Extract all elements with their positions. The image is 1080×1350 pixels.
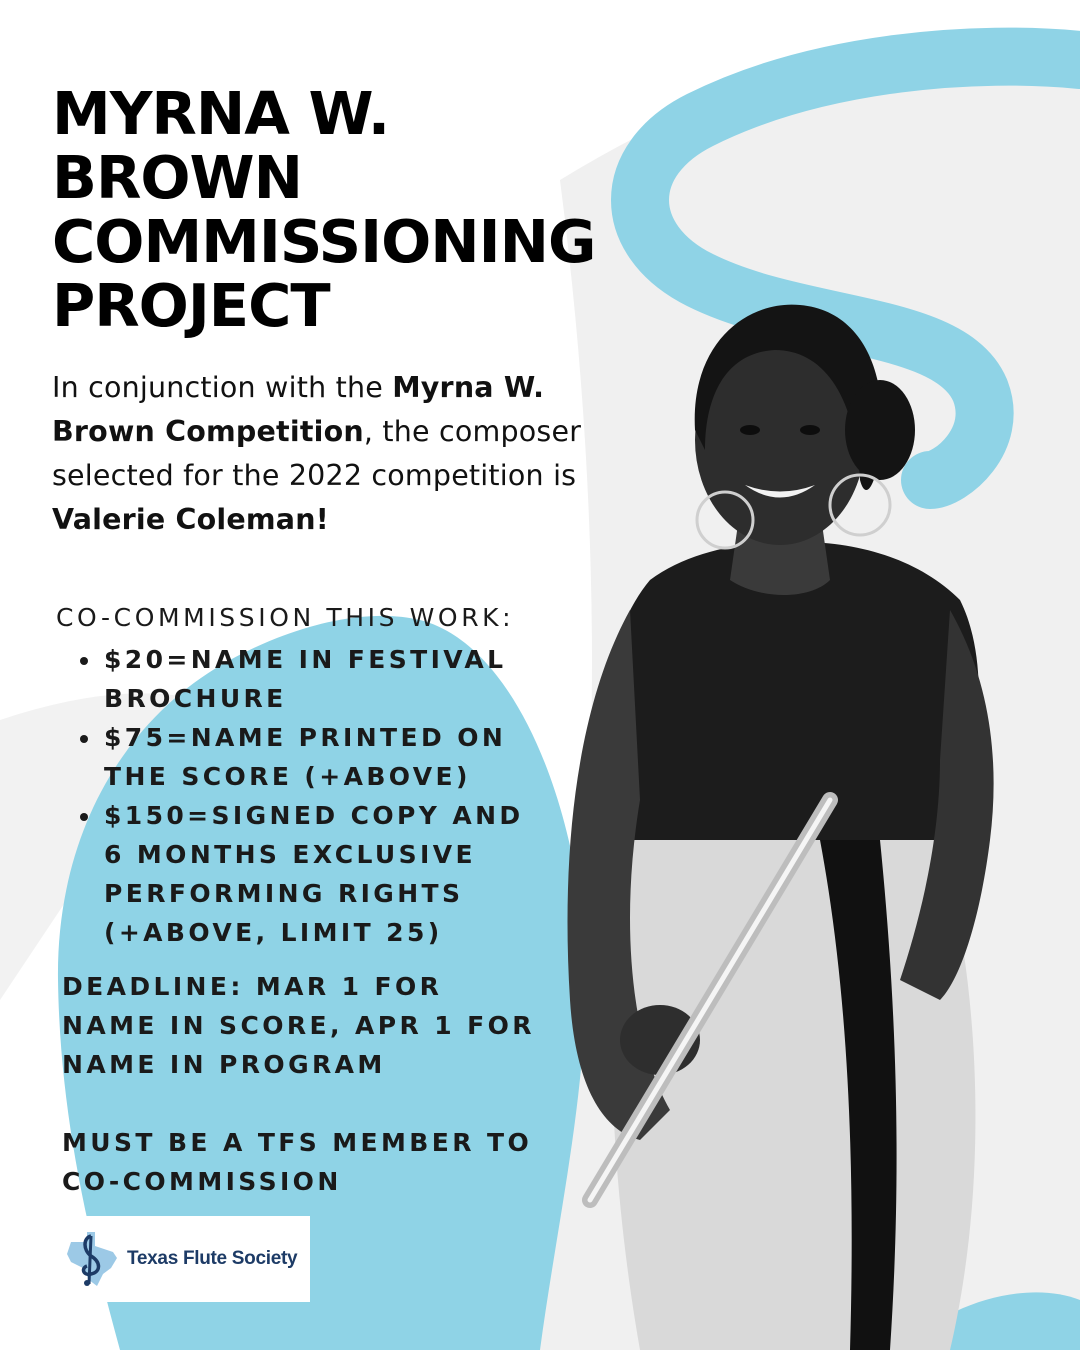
title-line: BROWN xyxy=(52,143,303,212)
title-line: PROJECT xyxy=(52,271,330,340)
logo-wordmark: Texas Flute Society xyxy=(127,1248,298,1269)
commission-tier: $20=NAME IN FESTIVAL BROCHURE xyxy=(78,640,548,718)
cocommission-heading: CO-COMMISSION THIS WORK: xyxy=(56,603,515,632)
commission-tier-list xyxy=(78,640,548,952)
composer-name: Valerie Coleman! xyxy=(52,503,329,536)
page-title xyxy=(52,79,672,340)
membership-requirement: MUST BE A TFS MEMBER TO CO-COMMISSION xyxy=(62,1128,533,1196)
commission-tier: $150=SIGNED COPY AND 6 MONTHS EXCLUSIVE PERFORMING RIGHTS (+ABOVE, LIMIT 25) xyxy=(78,796,548,952)
title-line: MYRNA W. xyxy=(52,79,390,148)
intro-text: , the composer selected for the 2022 competition is xyxy=(52,415,582,492)
intro-paragraph xyxy=(52,366,652,542)
hair-bun xyxy=(845,380,915,480)
competition-name: Myrna W. Brown Competition xyxy=(52,371,545,448)
texas-flute-society-logo xyxy=(57,1216,310,1302)
title-line: COMMISSIONING xyxy=(52,207,596,276)
commission-tier: $75=NAME PRINTED ON THE SCORE (+ABOVE) xyxy=(78,718,548,796)
intro-text: In conjunction with the xyxy=(52,371,393,404)
deadline-text: DEADLINE: MAR 1 FOR NAME IN SCORE, APR 1 FOR NAME IN PROGRAM xyxy=(62,972,535,1079)
texas-treble-clef-icon xyxy=(61,1228,123,1290)
